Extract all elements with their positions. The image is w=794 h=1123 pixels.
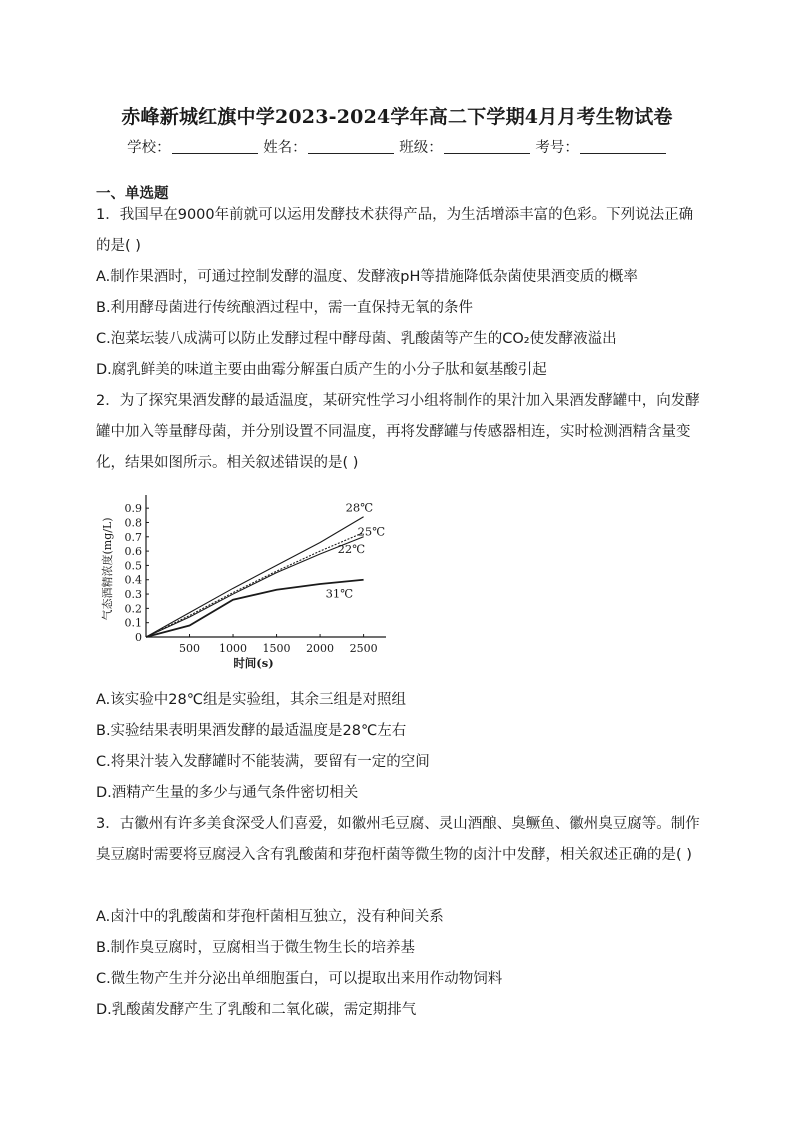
y-tick-label: 0.6 [124, 545, 142, 559]
series-label-1: 25℃ [357, 524, 386, 539]
name-label: 姓名： [263, 140, 307, 156]
question-3-option-a[interactable]: A.卤汁中的乳酸菌和芽孢杆菌相互独立，没有种间关系 [96, 909, 444, 925]
question-1-option-c[interactable]: C.泡菜坛装八成满可以防止发酵过程中酵母菌、乳酸菌等产生的CO₂使发酵液溢出 [96, 331, 617, 347]
class-blank[interactable] [444, 138, 530, 154]
question-2-option-b[interactable]: B.实验结果表明果酒发酵的最适温度是28℃左右 [96, 723, 407, 739]
exam-number-label: 考号： [535, 140, 579, 156]
question-1-option-a[interactable]: A.制作果酒时，可通过控制发酵的温度、发酵液pH等措施降低杂菌使果酒变质的概率 [96, 269, 638, 285]
y-tick-label: 0.9 [124, 502, 142, 516]
y-tick-label: 0.2 [124, 602, 142, 616]
exam-number-blank[interactable] [580, 138, 666, 154]
y-axis-title: 气态酒精浓度(mg/L) [101, 517, 114, 621]
question-1-stem: 1．我国早在9000年前就可以运用发酵技术获得产品，为生活增添丰富的色彩。下列说法正确的是( ) [96, 207, 694, 254]
y-tick-label: 0 [135, 631, 142, 644]
chart-labels [100, 501, 385, 670]
y-tick-label: 0.4 [124, 573, 142, 587]
name-blank[interactable] [308, 138, 394, 154]
x-tick-label: 1000 [219, 642, 248, 655]
student-info-line [0, 136, 794, 157]
x-tick-label: 2000 [306, 642, 335, 655]
class-label: 班级： [399, 140, 443, 156]
x-axis-title: 时间(s) [233, 656, 274, 670]
question-2-option-c[interactable]: C.将果汁装入发酵罐时不能装满，要留有一定的空间 [96, 754, 430, 770]
school-blank[interactable] [172, 138, 258, 154]
section-heading: 一、单选题 [96, 186, 169, 202]
question-2-option-d[interactable]: D.酒精产生量的多少与通气条件密切相关 [96, 785, 359, 801]
question-3-option-b[interactable]: B.制作臭豆腐时，豆腐相当于微生物生长的培养基 [96, 940, 416, 956]
question-2-stem: 2．为了探究果酒发酵的最适温度，某研究性学习小组将制作的果汁加入果酒发酵罐中，向发酵罐中加入等量酵母菌，并分别设置不同温度，再将发酵罐与传感器相连，实时检测酒精含量变化，结果如图所示。相关叙述错误的是( ) [96, 393, 700, 471]
series-line-1 [146, 532, 364, 637]
school-label: 学校： [127, 140, 171, 156]
x-tick-label: 1500 [262, 642, 291, 655]
question-3-options [96, 902, 716, 1026]
y-tick-label: 0.1 [124, 616, 142, 630]
question-2-option-a[interactable]: A.该实验中28℃组是实验组，其余三组是对照组 [96, 692, 407, 708]
chart-series-lines [146, 517, 364, 637]
y-tick-label: 0.7 [124, 530, 142, 544]
series-line-0 [146, 517, 364, 637]
question-3-option-d[interactable]: D.乳酸菌发酵产生了乳酸和二氧化碳，需定期排气 [96, 1002, 417, 1018]
question-1-option-b[interactable]: B.利用酵母菌进行传统酿酒过程中，需一直保持无氧的条件 [96, 300, 474, 316]
chart-axes [146, 495, 386, 637]
y-tick-label: 0.5 [124, 559, 142, 573]
series-label-2: 22℃ [337, 541, 366, 556]
y-tick-label: 0.8 [124, 516, 142, 530]
x-tick-label: 2500 [349, 642, 378, 655]
question-1-options [96, 262, 716, 386]
exam-title: 赤峰新城红旗中学2023-2024学年高二下学期4月月考生物试卷 [121, 106, 673, 128]
y-tick-label: 0.3 [124, 588, 142, 602]
question-2-options [96, 685, 716, 809]
x-tick-label: 500 [179, 642, 201, 655]
question-3-option-c[interactable]: C.微生物产生并分泌出单细胞蛋白，可以提取出来用作动物饲料 [96, 971, 503, 987]
question-1-option-d[interactable]: D.腐乳鲜美的味道主要由曲霉分解蛋白质产生的小分子肽和氨基酸引起 [96, 362, 547, 378]
series-label-0: 28℃ [345, 500, 374, 515]
series-label-3: 31℃ [325, 586, 354, 601]
question-3-stem: 3．古徽州有许多美食深受人们喜爱，如徽州毛豆腐、灵山酒酿、臭鳜鱼、徽州臭豆腐等。制作臭豆腐时需要将豆腐浸入含有乳酸菌和芽孢杆菌等微生物的卤汁中发酵，相关叙述正确的是( ) [96, 816, 700, 863]
alcohol-concentration-chart [96, 492, 396, 672]
